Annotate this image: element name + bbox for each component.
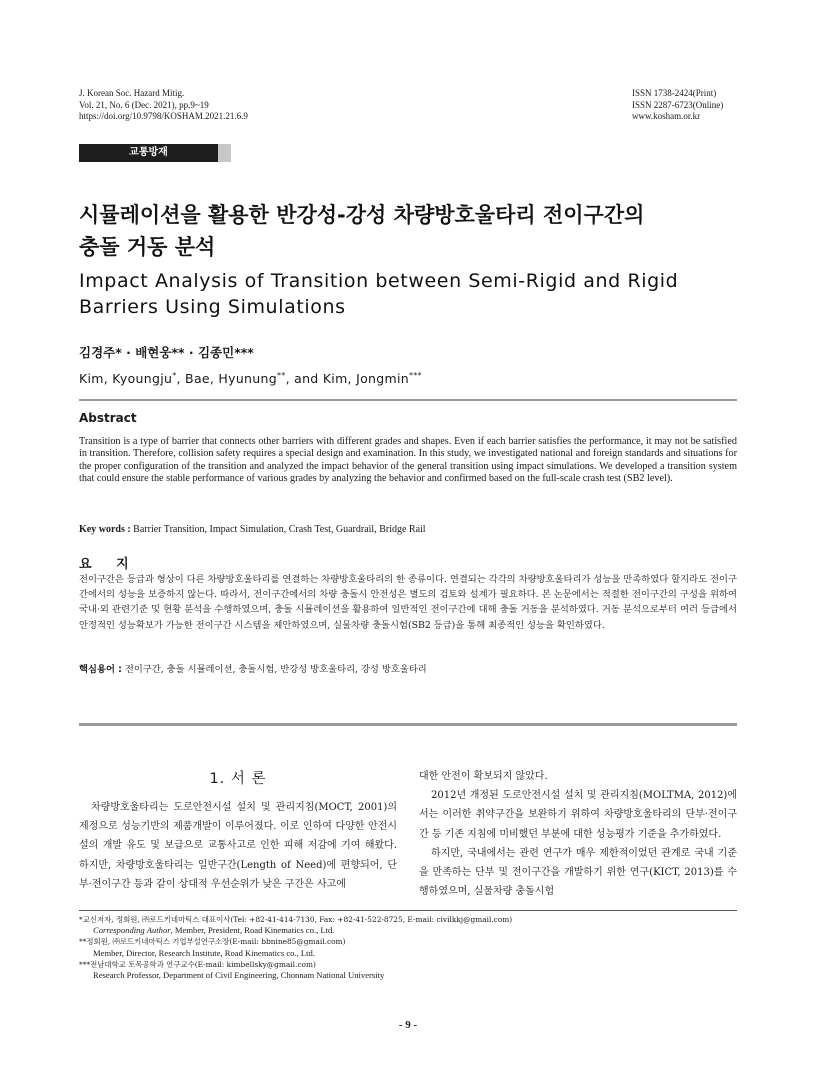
author-2: , Bae, Hyunung <box>176 371 277 387</box>
korean-abstract-heading: 요 지 <box>79 557 139 572</box>
author-1-mark: * <box>172 371 177 380</box>
english-title <box>79 268 759 320</box>
section-title: 1. 서 론 <box>209 771 267 787</box>
footnote-2: **정회원, ㈜로드키네마틱스 기업부설연구소장(E-mail: bbnine85@gmail.com) <box>79 937 346 947</box>
footnote-2-en: Member, Director, Research Institute, Road Kinematics co., Ltd. <box>93 947 315 958</box>
category-label: 교통방재 <box>129 147 168 158</box>
journal-url[interactable]: www.kosham.or.kr <box>632 111 701 121</box>
category-badge <box>79 144 218 162</box>
abstract-text: Transition is a type of barrier that connects other barriers with different grades and shapes. Even if each barrier satisfies the performance, it may not be satisfied in transition. Therefore, collision safety requires a special design and examination. In this study, we investigated national and foreign standards and situations for the proper configuration of the transition and analyzed the impact behavior of the general transition using impact simulations. We developed a transition system that could ensure the stable performance of various grades by analyzing the behavior and confirmed based on the full-scale crash test (SB2 level). <box>79 436 737 484</box>
issn-info <box>632 88 723 123</box>
journal-name: J. Korean Soc. Hazard Mitig. <box>79 88 185 98</box>
korean-title <box>79 199 759 263</box>
journal-doi[interactable]: https://doi.org/10.9798/KOSHAM.2021.21.6.9 <box>79 111 248 121</box>
english-title-line1: Impact Analysis of Transition between Semi-Rigid and Rigid <box>79 270 679 292</box>
keywords <box>79 524 737 536</box>
paragraph: 대한 안전이 확보되지 않았다. <box>419 771 548 782</box>
footnote-1-en-text: , Member, President, Road Kinematics co., Ltd. <box>170 925 335 936</box>
keywords-label: Key words : <box>79 524 131 535</box>
author-3: , and Kim, Jongmin <box>285 371 409 387</box>
korean-title-line2: 충돌 거동 분석 <box>79 235 216 259</box>
issn-online: ISSN 2287-6723(Online) <box>632 99 724 110</box>
paragraph: 하지만, 국내에서는 관련 연구가 매우 제한적이었던 관계로 국내 기준을 만족하는 단부 및 전이구간을 개발하기 위한 연구(KICT, 2013)를 수행하였으며, 실물차량 충돌시험 <box>419 847 737 898</box>
english-title-line2: Barriers Using Simulations <box>79 296 346 318</box>
korean-keywords-label: 핵심용어 : <box>79 664 122 675</box>
right-column <box>419 767 737 901</box>
keywords-list: Barrier Transition, Impact Simulation, Crash Test, Guardrail, Bridge Rail <box>130 524 426 535</box>
abstract-heading: Abstract <box>79 411 137 425</box>
paragraph: 2012년 개정된 도로안전시설 설치 및 관리지침(MOLTMA, 2012)에서는 이러한 취약구간을 보완하기 위하여 차량방호울타리의 단부·전이구간 등 기존 지침에 미비했던 부분에 대한 성능평가 기준을 추가하였다. <box>419 790 737 840</box>
author-2-mark: ** <box>276 371 286 380</box>
corresponding-label: Corresponding Author <box>93 925 171 936</box>
footnote-1-en <box>79 925 737 936</box>
left-column <box>79 798 397 894</box>
footnotes <box>79 914 737 981</box>
journal-volume: Vol. 21, No. 6 (Dec. 2021), pp.9~19 <box>79 99 209 110</box>
divider-middle <box>79 723 737 726</box>
footnote-3-en: Research Professor, Department of Civil Engineering, Chonnam National University <box>93 970 385 981</box>
footnote-3: ***전남대학교 토목공학과 연구교수(E-mail: kimbellsky@gmail.com) <box>79 959 316 969</box>
divider-top <box>79 399 737 401</box>
author-1: Kim, Kyoungju <box>79 371 173 387</box>
korean-title-line1: 시뮬레이션을 활용한 반강성-강성 차량방호울타리 전이구간의 <box>79 203 645 227</box>
korean-keywords <box>79 663 737 677</box>
korean-keywords-list: 전이구간, 충돌 시뮬레이션, 충돌시험, 반강성 방호울타리, 강성 방호울타리 <box>121 664 427 675</box>
paragraph: 차량방호울타리는 도로안전시설 설치 및 관리지침(MOCT, 2001)의 제정으로 성능기반의 제품개발이 이루어졌다. 이로 인하여 다양한 안전시설의 개발 유도 및 보급으로 교통사고로 인한 피해 저감에 기여 해왔다. 하지만, 차량방호울타리는 일반구간(Length of Need)에 편향되어, 단부·전이구간 등과 같이 상대적 우선순위가 낮은 구간은 사고에 <box>79 802 397 890</box>
category-badge-accent <box>218 144 231 162</box>
authors-english <box>79 368 422 387</box>
issn-print: ISSN 1738-2424(Print) <box>632 88 717 98</box>
footnote-divider <box>79 910 737 911</box>
author-3-mark: *** <box>408 371 422 380</box>
page-number: - 9 - <box>398 1019 418 1031</box>
korean-abstract-text: 전이구간은 등급과 형상이 다른 차량방호울타리를 연결하는 차량방호울타리의 한 종류이다. 연결되는 각각의 차량방호울타리가 성능을 만족하였다 할지라도 전이구간에서의 성능을 보증하지 않는다. 따라서, 전이구간에서의 차량 충돌시 안전성은 별도의 검토와 설계가 필요하다. 본 논문에서는 적절한 전이구간의 구성을 위하여 국내·외 관련기준 및 현황 분석을 수행하였으며, 충돌 시뮬레이션을 활용하여 일반적인 전이구간에 대해 충돌 거동을 분석하였다. 거동 분석으로부터 여러 등급에서 안정적인 성능확보가 가능한 전이구간 시스템을 제안하였으며, 실물차량 충돌시험(SB2 등급)을 통해 최종적인 성능을 확인하였다. <box>79 574 737 631</box>
authors-korean: 김경주* · 배현웅** · 김종민*** <box>79 345 254 360</box>
footnote-1: *교신저자, 정회원, ㈜로드키네마틱스 대표이사(Tel: +82-41-414-7130, Fax: +82-41-522-8725, E-mail: civilkkj@gmail.com) <box>79 915 513 924</box>
journal-info <box>79 88 248 123</box>
